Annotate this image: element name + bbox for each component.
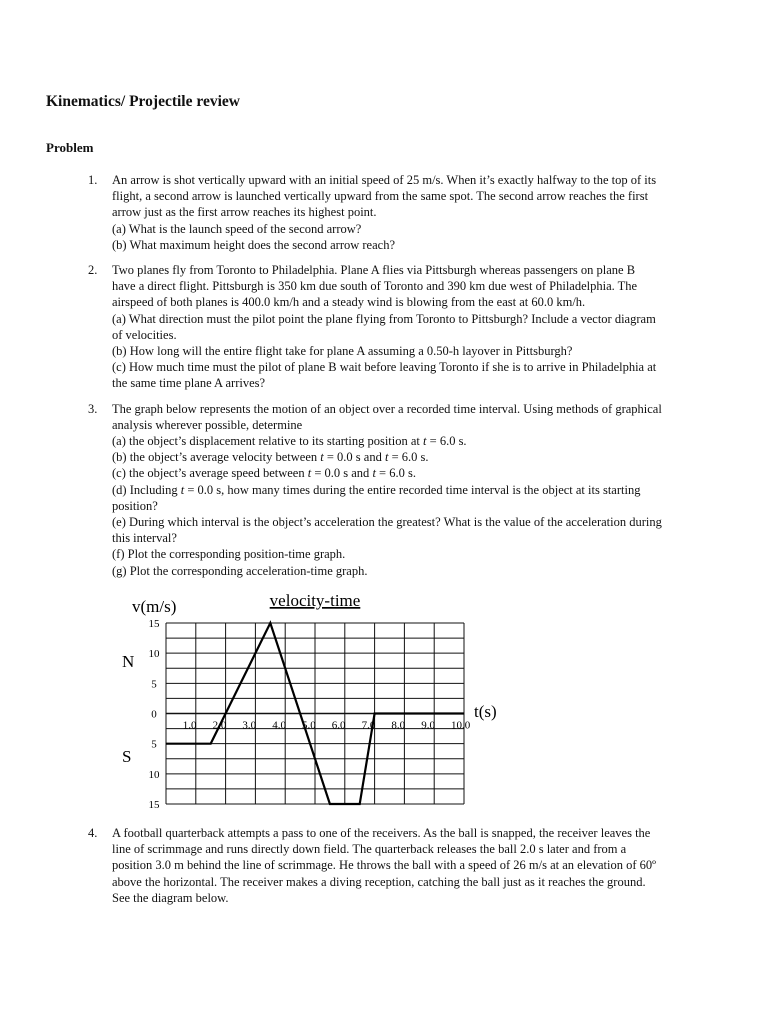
problem-number: 3. [88, 401, 98, 416]
problem-list [0, 172, 768, 579]
y-tick-label: 15 [148, 799, 160, 811]
problem-4 [0, 825, 768, 906]
problem-2-part-c-cont: the same time plane A arrives? [112, 376, 266, 391]
y-tick-label: 0 [151, 708, 157, 721]
problem-3 [0, 401, 768, 579]
problem-4-block [0, 825, 768, 906]
problem-3-part-b: (b) the object’s average velocity between t = 0.0 s and t = 6.0 s. [112, 450, 429, 465]
problem-1-part-a: (a) What is the launch speed of the second arrow? [112, 221, 362, 236]
problem-3-part-c: (c) the object’s average speed between t = 0.0 s and t = 6.0 s. [112, 466, 416, 481]
problem-4-line-5: See the diagram below. [112, 890, 229, 905]
problem-4-line-1: A football quarterback attempts a pass to one of the receivers. As the ball is snapped, the receiver leaves the [112, 826, 651, 840]
problem-1 [0, 172, 768, 253]
y-axis-label: v(m/s) [132, 597, 177, 616]
south-label: S [122, 747, 132, 766]
y-tick-label: 10 [148, 648, 160, 661]
problem-3-part-e: (e) During which interval is the object’s acceleration the greatest? What is the value of the acceleration during [112, 515, 662, 530]
problem-number: 2. [88, 263, 98, 278]
chart-title: velocity-time [269, 591, 361, 610]
document-title: Kinematics/ Projectile review [46, 93, 240, 110]
problem-2 [0, 262, 768, 392]
problem-4-line-3: position 3.0 m behind the line of scrimmage. He throws the ball with a speed of 26 m/s at an elevation of 60º [112, 858, 657, 873]
problem-3-part-a: (a) the object’s displacement relative to its starting position at t = 6.0 s. [112, 434, 467, 449]
velocity-time-graph [110, 585, 530, 820]
north-label: N [122, 652, 135, 671]
problem-3-line-1: The graph below represents the motion of an object over a recorded time interval. Using methods of graphical [112, 401, 662, 416]
problem-3-part-e-cont: this interval? [112, 531, 177, 546]
y-tick-label: 10 [148, 768, 160, 781]
problem-2-line-3: airspeed of both planes is 400.0 km/h and a steady wind is blowing from the east at 60.0 km/h. [112, 295, 586, 310]
problem-1-line-1: An arrow is shot vertically upward with an initial speed of 25 m/s. When it’s exactly halfway to the top of its [112, 173, 657, 187]
problem-number: 4. [88, 826, 98, 840]
x-tick-label: 8.0 [391, 719, 406, 732]
x-tick-label: 2.0 [212, 719, 227, 732]
x-tick-label: 4.0 [272, 719, 286, 732]
problem-2-part-a: (a) What direction must the pilot point the plane flying from Toronto to Pittsburgh? Include a vector diagram [112, 311, 656, 326]
x-tick-label: 3.0 [242, 719, 257, 732]
x-tick-label: 1.0 [182, 719, 197, 732]
x-tick-label: 10.0 [451, 719, 471, 732]
problem-3-part-g: (g) Plot the corresponding acceleration-time graph. [112, 563, 368, 578]
y-tick-label: 5 [151, 678, 157, 691]
problem-3-part-d: (d) Including t = 0.0 s, how many times during the entire recorded time interval is the object at its starting [112, 482, 641, 497]
problem-4-line-4: above the horizontal. The receiver makes a diving reception, catching the ball just as it reaches the ground. [112, 874, 646, 889]
y-tick-label: 5 [151, 738, 157, 751]
x-tick-label: 5.0 [302, 719, 316, 732]
problem-1-part-b: (b) What maximum height does the second arrow reach? [112, 237, 396, 252]
problem-2-line-1: Two planes fly from Toronto to Philadelphia. Plane A flies via Pittsburgh whereas passengers on plane B [112, 263, 636, 278]
problem-1-line-3: arrow just as the first arrow reaches its highest point. [112, 205, 377, 220]
problem-2-line-2: have a direct flight. Pittsburgh is 350 km due south of Toronto and 390 km due west of Philadelphia. The [112, 279, 638, 294]
problem-1-line-2: flight, a second arrow is launched vertically upward from the same spot. The second arrow reaches the first [112, 189, 649, 204]
problem-2-part-b: (b) How long will the entire flight take for plane A assuming a 0.50-h layover in Pittsburgh? [112, 344, 573, 359]
x-tick-label: 9.0 [421, 719, 435, 732]
problem-3-line-2: analysis wherever possible, determine [112, 417, 303, 432]
problem-2-part-a-cont: of velocities. [112, 327, 177, 342]
problem-2-part-c: (c) How much time must the pilot of plane B wait before leaving Toronto if she is to arrive in Philadelphia at [112, 360, 657, 375]
velocity-time-chart [110, 585, 530, 820]
x-axis-label: t(s) [474, 702, 497, 721]
problem-3-part-d-cont: position? [112, 498, 158, 513]
x-tick-label: 6.0 [331, 719, 346, 732]
problem-3-part-f: (f) Plot the corresponding position-time graph. [112, 547, 346, 562]
x-tick-label: 7.0 [361, 719, 376, 732]
section-label: Problem [46, 140, 94, 155]
problem-number: 1. [88, 173, 98, 187]
y-tick-label: 15 [148, 618, 160, 630]
problem-4-line-2: line of scrimmage and runs directly down field. The quarterback releases the ball 2.0 s later and from a [112, 842, 627, 857]
